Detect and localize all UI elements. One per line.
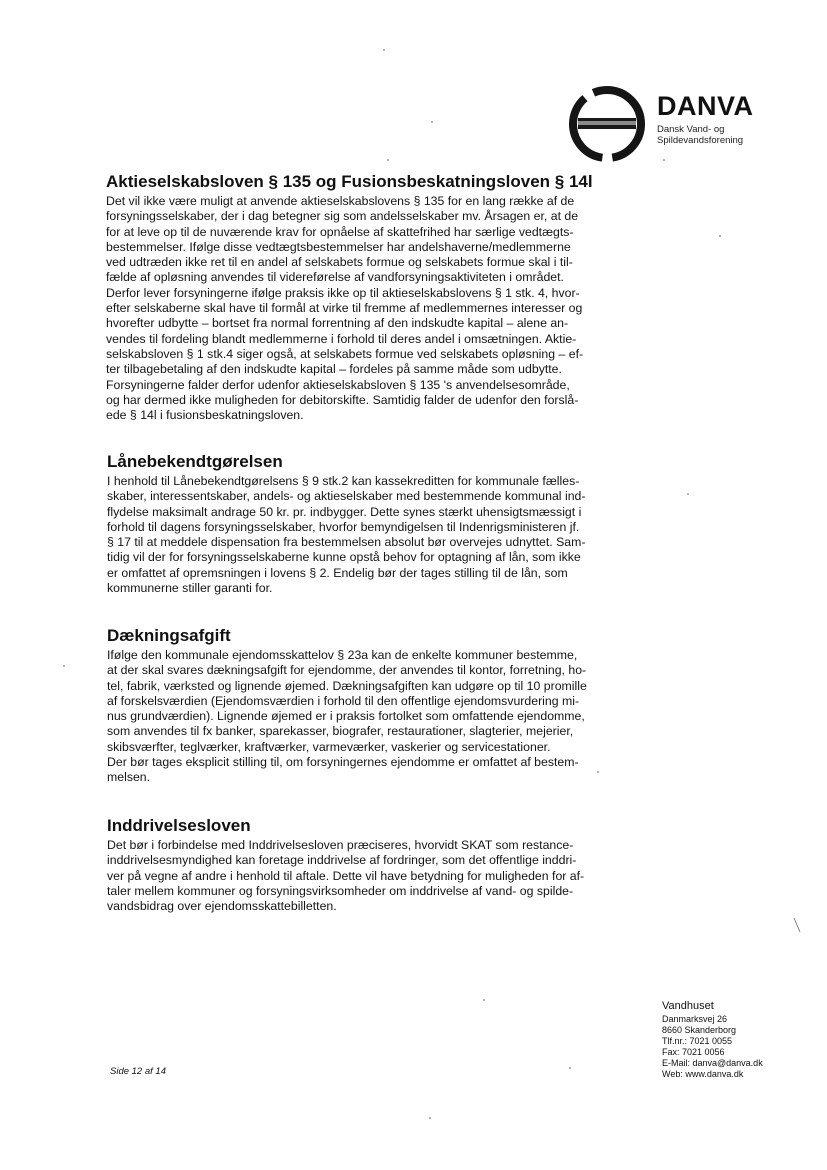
text-line: hvorefter udbytte – bortset fra normal forrentning af den indskudte kapital – alene an- <box>106 316 569 331</box>
text-line: Forsyningerne falder derfor udenfor aktieselskabsloven § 135 's anvendelsesområde, <box>106 377 570 392</box>
text-line: ver på vegne af andre i henhold til aftale. Dette vil have betydning for muligheden for af- <box>107 868 585 883</box>
section-heading: Lånebekendtgørelsen <box>107 452 283 471</box>
text-line: er omfattet af opremsningen i lovens § 2. Endelig bør der tages stilling til de lån, som <box>107 565 568 580</box>
logo-subtitle-line: Dansk Vand- og <box>657 124 725 135</box>
text-line: Det vil ikke være muligt at anvende aktieselskabslovens § 135 for en lang række af de <box>106 194 575 208</box>
text-line: forsyningsselskaber, der i dag betegner sig som andelsselskaber mv. Årsagen er, at de <box>106 209 579 224</box>
text-line: vandsbidrag over ejendomsskattebilletten. <box>107 899 337 914</box>
text-line: inddrivelsesmyndighed kan foretage inddrivelse af fordringer, som det offentlige inddri- <box>107 853 577 868</box>
section-heading: Dækningsafgift <box>107 626 231 645</box>
logo-name: DANVA <box>657 91 754 121</box>
text-line: melsen. <box>107 770 151 785</box>
text-line: flydelse maksimalt andrage 50 kr. pr. indbygger. Dette synes stærkt uhensigtsmæssigt i <box>107 504 582 519</box>
text-line: forhold til dagens forsyningsselskaber, hvorfor bemyndigelsen til Indenrigsministeren jf. <box>107 519 580 534</box>
text-line: I henhold til Lånebekendtgørelsens § 9 stk.2 kan kassekreditten for kommunale fælles- <box>107 474 580 488</box>
text-line: selskabsloven § 1 stk.4 siger også, at selskabets formue ved selskabets opløsning – ef- <box>106 346 584 361</box>
page-number: Side 12 af 14 <box>110 1066 166 1077</box>
address-line: Web: www.danva.dk <box>662 1069 744 1079</box>
text-line: tel, fabrik, værksted og lignende øjemed. Dækningsafgiften kan udgøre op til 10 promille <box>107 678 587 693</box>
address-line: Fax: 7021 0056 <box>662 1047 725 1057</box>
address-line: Danmarksvej 26 <box>662 1014 728 1024</box>
text-line: Det bør i forbindelse med Inddrivelsesloven præciseres, hvorvidt SKAT som restance- <box>107 838 574 852</box>
text-line: § 17 til at meddele dispensation fra bestemmelsen absolut bør overvejes udnyttet. Sam- <box>107 535 586 550</box>
text-line: ter tilbagebetaling af den indskudte kapital – fordeles på samme måde som udbytte. <box>106 362 562 377</box>
text-line: Ifølge den kommunale ejendomsskattelov § 23a kan de enkelte kommuner bestemme, <box>107 648 578 662</box>
text-line: og har dermed ikke muligheden for debitorskifte. Samtidig falder de udenfor den forslå- <box>106 392 579 407</box>
text-line: Derfor lever forsyningerne ifølge praksis ikke op til aktieselskabslovens § 1 stk. 4, hvor- <box>106 285 580 300</box>
text-line: ved udtræden ikke ret til en andel af selskabets formue og selskabets formue skal i til- <box>106 255 573 270</box>
section-heading: Inddrivelsesloven <box>107 816 251 835</box>
text-line: efter selskaberne skal have til formål at virke til fremme af medlemmernes interesser og <box>106 301 583 316</box>
address-line: Vandhuset <box>662 1000 714 1012</box>
text-line: bestemmelser. Ifølge disse vedtægtsbestemmelser har andelshaverne/medlemmerne <box>106 239 571 254</box>
address-line: 8660 Skanderborg <box>662 1025 737 1035</box>
address-line: Tlf.nr.: 7021 0055 <box>662 1036 733 1046</box>
logo-subtitle-line: Spildevandsforening <box>657 135 744 146</box>
text-line: som anvendes til fx banker, sparekasser, biografer, restaurationer, slagterier, mejerier, <box>107 724 574 739</box>
text-line: Der bør tages eksplicit stilling til, om forsyningernes ejendomme er omfattet af bestem- <box>107 755 579 770</box>
text-line: ede § 14l i fusionsbeskatningsloven. <box>106 408 304 423</box>
address-line: E-Mail: danva@danva.dk <box>662 1058 763 1068</box>
text-line: af forskelsværdien (Ejendomsværdien i forhold til den offentlige ejendomsvurdering mi- <box>107 693 580 708</box>
section-heading: Aktieselskabsloven § 135 og Fusionsbeskatningsloven § 14l <box>106 172 593 191</box>
text-line: vendes til fordeling blandt medlemmerne i forhold til deres andel i omsætningen. Aktie- <box>106 331 577 346</box>
text-line: skibsværfter, teglværker, kraftværker, varmeværker, vaskerier og servicestationer. <box>107 739 551 754</box>
text-line: taler mellem kommuner og forsyningsvirksomheder om inddrivelse af vand- og spilde- <box>107 883 574 898</box>
text-line: fælde af opløsning anvendes til videreførelse af vandforsyningsaktiviteten i området. <box>106 270 564 285</box>
text-line: for at leve op til de nuværende krav for opnåelse af skattefrihed har særlige vedtægts- <box>106 224 574 239</box>
text-line: tidig vil der for forsyningsselskaberne kunne opstå behov for optagning af lån, som ikke <box>107 550 581 565</box>
text-line: nus grundværdien). Lignende øjemed er i praksis fortolket som omfattende ejendomme, <box>107 709 585 724</box>
text-line: skaber, interessentskaber, andels- og aktieselskaber med bestemmende kommunal ind- <box>107 489 586 504</box>
text-line: kommunerne stiller garanti for. <box>107 581 273 596</box>
text-line: at der skal svares dækningsafgift for ejendomme, der anvendes til kontor, forretning, ho- <box>107 663 587 678</box>
